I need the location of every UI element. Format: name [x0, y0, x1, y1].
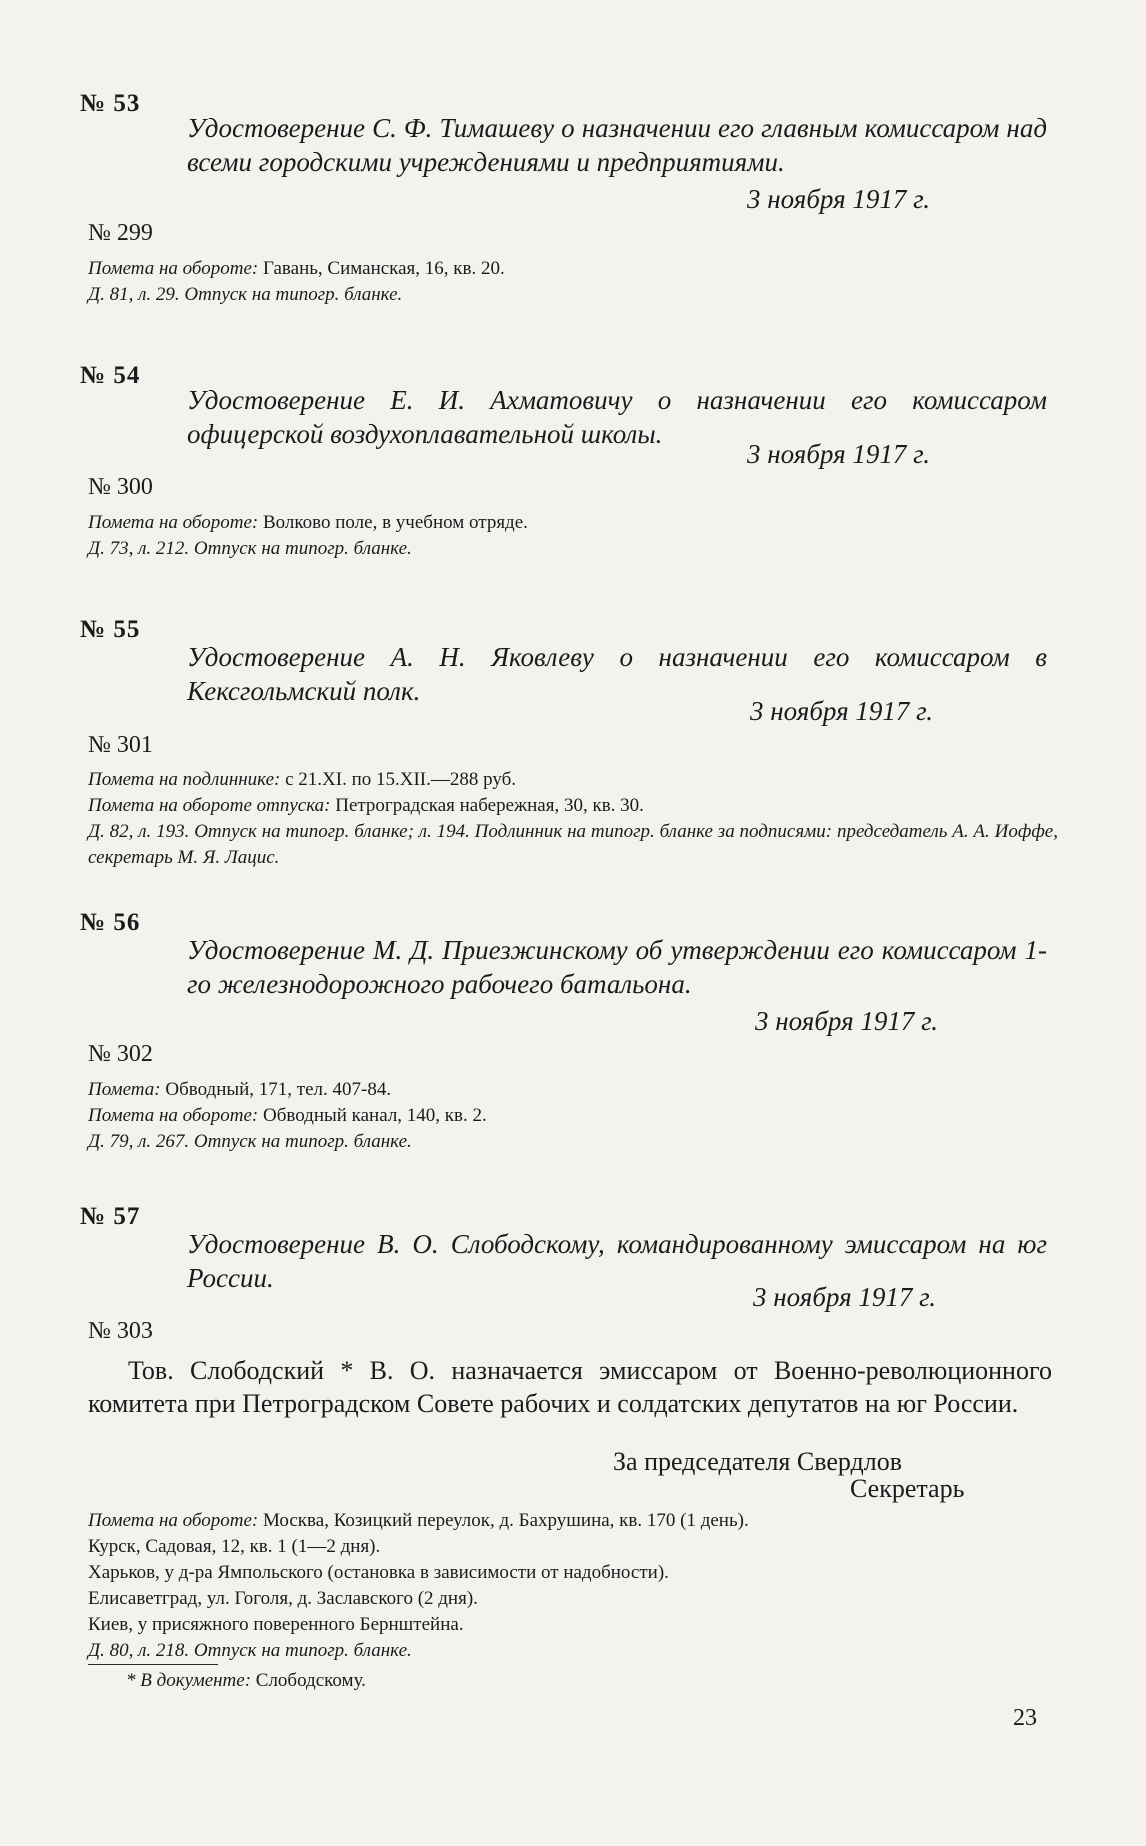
signature-secretary: Секретарь: [850, 1474, 965, 1503]
entry-57-notes: [88, 1508, 1058, 1664]
entry-56-date: 3 ноября 1917 г.: [755, 1006, 939, 1036]
entry-55-title: Удостоверение А. Н. Яковлеву о назначении его комиссаром в Кексгольмский полк.: [187, 642, 1047, 706]
note-label: Помета на обороте:: [88, 512, 259, 533]
entry-55-date: 3 ноября 1917 г.: [750, 696, 934, 726]
note-text: Петроградская набережная, 30, кв. 30.: [330, 795, 644, 816]
note-address-kiev: Киев, у присяжного поверенного Бернштейна.: [88, 1614, 464, 1635]
note-address-kursk: Курск, Садовая, 12, кв. 1 (1—2 дня).: [88, 1536, 381, 1557]
entry-57-doc-number: № 303: [88, 1318, 153, 1344]
entry-53-number: № 53: [80, 90, 141, 117]
archive-ref: Д. 81, л. 29. Отпуск на типогр. бланке.: [88, 284, 403, 305]
note-label: Помета на подлиннике:: [88, 769, 281, 790]
note-text: Волково поле, в учебном отряде.: [258, 512, 528, 533]
footnote-label: * В документе:: [126, 1670, 252, 1691]
signature-chairman: За председателя Свердлов: [613, 1447, 903, 1476]
note-label: Помета на обороте отпуска:: [88, 795, 331, 816]
note-label: Помета на обороте:: [88, 258, 259, 279]
entry-55-number: № 55: [80, 616, 141, 643]
entry-54-number: № 54: [80, 362, 141, 389]
entry-54-notes: [88, 510, 1058, 562]
entry-56-title: Удостоверение М. Д. Приезжинскому об утверждении его комиссаром 1-го железнодорожного рабочего батальона.: [187, 935, 1047, 999]
entry-53-doc-number: № 299: [88, 220, 153, 246]
entry-54-date: 3 ноября 1917 г.: [747, 439, 931, 469]
entry-53-title: Удостоверение С. Ф. Тимашеву о назначении его главным комиссаром над всеми городскими учреждениями и предприятиями.: [187, 113, 1047, 177]
archive-ref: Д. 80, л. 218. Отпуск на типогр. бланке.: [88, 1640, 412, 1661]
footnote: [126, 1668, 1096, 1694]
entry-57-date: 3 ноября 1917 г.: [753, 1282, 937, 1312]
note-text: Москва, Козицкий переулок, д. Бахрушина, кв. 170 (1 день).: [258, 1510, 749, 1531]
entry-53-date: 3 ноября 1917 г.: [747, 184, 931, 214]
entry-55-doc-number: № 301: [88, 732, 153, 758]
entry-55-notes: [88, 767, 1058, 871]
note-label: Помета:: [88, 1079, 161, 1100]
note-text: Гавань, Симанская, 16, кв. 20.: [258, 258, 505, 279]
archive-ref: Д. 79, л. 267. Отпуск на типогр. бланке.: [88, 1131, 412, 1152]
entry-53-notes: [88, 256, 1058, 308]
entry-57-title: Удостоверение В. О. Слободскому, командированному эмиссаром на юг России.: [187, 1229, 1047, 1293]
archive-ref: Д. 73, л. 212. Отпуск на типогр. бланке.: [88, 538, 412, 559]
note-label: Помета на обороте:: [88, 1510, 259, 1531]
entry-56-doc-number: № 302: [88, 1041, 153, 1067]
entry-57-number: № 57: [80, 1203, 141, 1230]
note-text: Обводный канал, 140, кв. 2.: [258, 1105, 487, 1126]
entry-56-number: № 56: [80, 909, 141, 936]
note-label: Помета на обороте:: [88, 1105, 259, 1126]
note-address-kharkov: Харьков, у д-ра Ямпольского (остановка в зависимости от надобности).: [88, 1562, 669, 1583]
entry-56-notes: [88, 1077, 1058, 1155]
archive-ref: Д. 82, л. 193. Отпуск на типогр. бланке; л. 194. Подлинник на типогр. бланке за подписями: председатель А. А. Иоффе, секретарь М. Я. Лацис.: [88, 821, 1058, 868]
note-address-elisavetgrad: Елисаветград, ул. Гоголя, д. Заславского (2 дня).: [88, 1588, 478, 1609]
note-text: с 21.XI. по 15.XII.—288 руб.: [280, 769, 517, 790]
page-number: 23: [1013, 1705, 1037, 1731]
note-text: Обводный, 171, тел. 407-84.: [160, 1079, 392, 1100]
document-body: Тов. Слободский * В. О. назначается эмиссаром от Военно-революционного комитета при Петроградском Совете рабочих и солдатских депутатов на юг России.: [88, 1356, 1052, 1418]
footnote-text: Слободскому.: [251, 1670, 366, 1691]
footnote-divider: [88, 1664, 218, 1665]
entry-54-title: Удостоверение Е. И. Ахматовичу о назначении его комиссаром офицерской воздухоплавательной школы.: [187, 385, 1047, 449]
entry-54-doc-number: № 300: [88, 474, 153, 500]
